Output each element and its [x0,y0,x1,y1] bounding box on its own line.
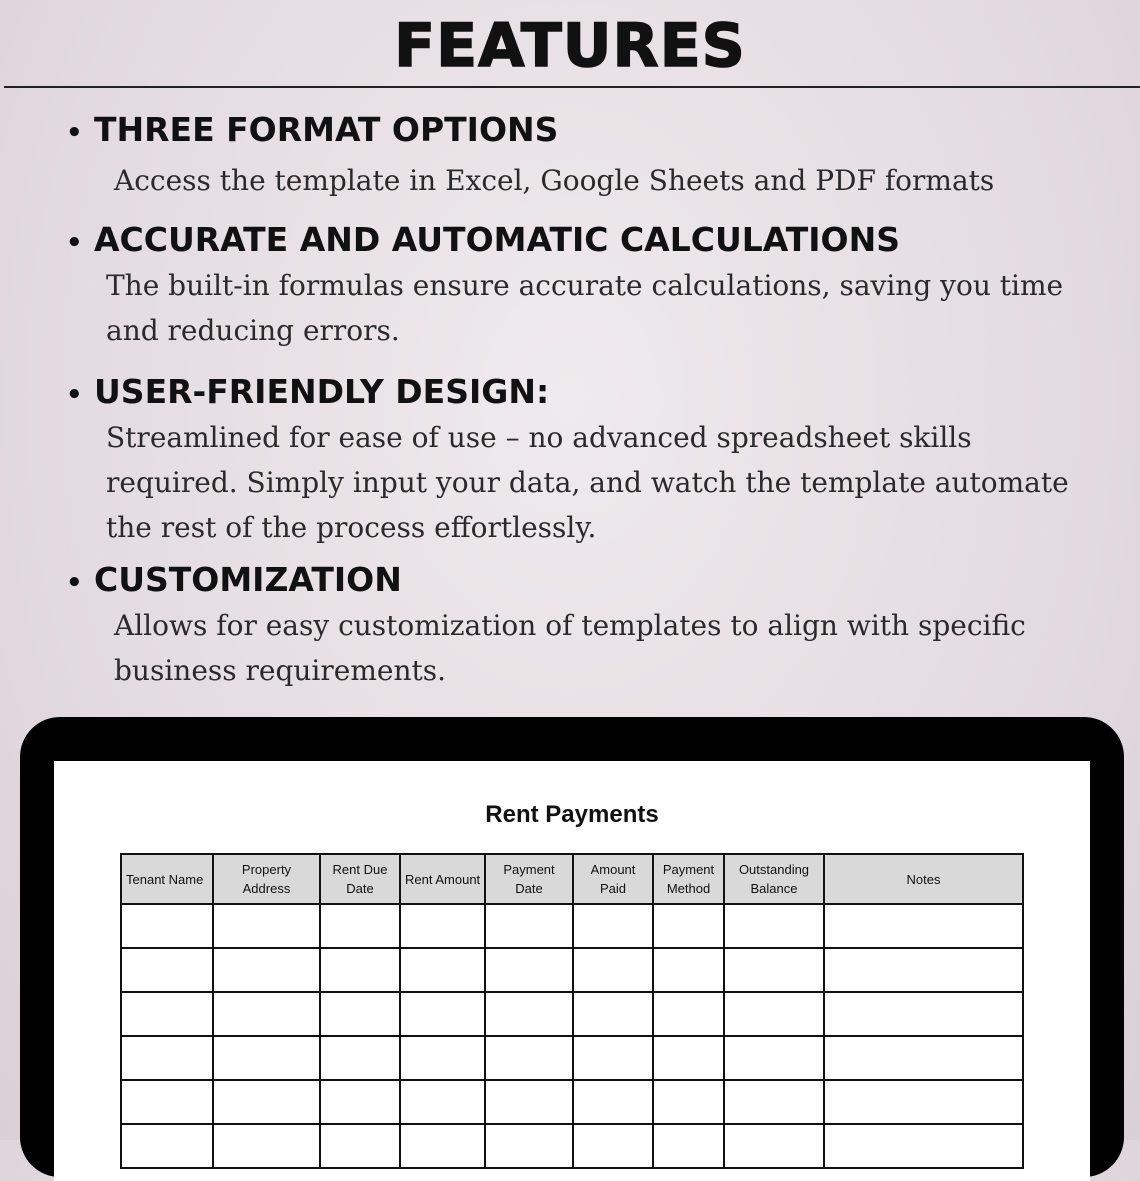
bullet-icon: • [66,228,83,258]
table-cell[interactable] [400,1124,485,1168]
table-cell[interactable] [485,1124,573,1168]
sheet-title: Rent Payments [485,801,659,828]
description-line: Access the template in Excel, Google Sheets and PDF formats [114,164,995,197]
table-cell[interactable] [824,1036,1023,1080]
table-cell[interactable] [485,948,573,992]
feature-heading: USER-FRIENDLY DESIGN: [94,372,550,411]
description-line: the rest of the process effortlessly. [106,511,597,544]
feature-heading: CUSTOMIZATION [94,560,402,599]
feature-heading: ACCURATE AND AUTOMATIC CALCULATIONS [94,220,900,259]
column-header [824,854,1023,904]
table-row [121,1036,1023,1080]
table-cell[interactable] [400,948,485,992]
bullet-icon: • [66,118,83,148]
feature-heading: THREE FORMAT OPTIONS [94,110,559,149]
table-cell[interactable] [573,948,653,992]
table-cell[interactable] [653,948,724,992]
bullet-icon: • [66,380,83,410]
table-cell[interactable] [400,904,485,948]
table-cell[interactable] [824,1080,1023,1124]
page-title: FEATURES [394,11,746,81]
table-row [121,904,1023,948]
table-cell[interactable] [213,992,320,1036]
column-header-label: Outstanding [738,862,810,877]
column-header-label: Paid [599,881,627,896]
column-header-label: Date [515,881,543,896]
table-cell[interactable] [824,992,1023,1036]
table-cell[interactable] [320,1080,400,1124]
column-header [724,854,824,904]
table-cell[interactable] [824,904,1023,948]
column-header-label: Property [241,862,292,877]
bullet-icon: • [66,568,83,598]
column-header-label: Amount [590,862,636,877]
table-cell[interactable] [573,992,653,1036]
table-cell[interactable] [320,948,400,992]
column-header [213,854,320,904]
table-cell[interactable] [121,1080,213,1124]
description-line: business requirements. [114,654,447,687]
table-cell[interactable] [485,904,573,948]
column-header [121,854,213,904]
tablet-screen [54,761,1090,1181]
table-cell[interactable] [485,1080,573,1124]
feature-description [106,415,1069,550]
table-cell[interactable] [724,992,824,1036]
column-header-label: Payment [662,862,715,877]
table-cell[interactable] [653,904,724,948]
table-cell[interactable] [824,948,1023,992]
table-cell[interactable] [573,1080,653,1124]
feature-description [114,158,994,203]
table-cell[interactable] [213,1124,320,1168]
description-line: Allows for easy customization of templates to align with specific [114,609,1026,642]
table-cell[interactable] [653,1036,724,1080]
table-cell[interactable] [724,1124,824,1168]
column-header-label: Balance [750,881,798,896]
table-cell[interactable] [213,948,320,992]
table-cell[interactable] [653,992,724,1036]
table-row [121,1080,1023,1124]
description-line: and reducing errors. [106,314,400,347]
table-cell[interactable] [320,992,400,1036]
table-cell[interactable] [121,1124,213,1168]
table-row [121,992,1023,1036]
description-line: The built-in formulas ensure accurate calculations, saving you time [106,269,1064,302]
table-row [121,948,1023,992]
table-cell[interactable] [213,1036,320,1080]
column-header-label: Address [242,881,291,896]
table-cell[interactable] [320,1036,400,1080]
column-header [320,854,400,904]
column-header-label: Notes [906,871,941,887]
table-cell[interactable] [824,1124,1023,1168]
table-header-row [121,854,1023,904]
table-cell[interactable] [400,1036,485,1080]
column-header [400,854,485,904]
table-cell[interactable] [485,992,573,1036]
column-header [653,854,724,904]
table-cell[interactable] [320,1124,400,1168]
description-line: required. Simply input your data, and watch the template automate [106,466,1069,499]
column-header-label: Date [346,881,374,896]
table-cell[interactable] [213,904,320,948]
column-header-label: Rent Amount [405,871,481,887]
column-header [485,854,573,904]
tablet-frame [20,717,1124,1177]
table-cell[interactable] [213,1080,320,1124]
table-row [121,1124,1023,1168]
column-header-label: Method [666,881,711,896]
table-cell[interactable] [400,992,485,1036]
table-cell[interactable] [653,1124,724,1168]
column-header-label: Rent Due [332,862,388,877]
feature-description [114,603,1026,693]
table-cell[interactable] [400,1080,485,1124]
feature-description [106,263,1063,353]
table-cell[interactable] [121,904,213,948]
rent-payments-table [120,853,1024,1169]
table-cell[interactable] [724,948,824,992]
table-cell[interactable] [573,904,653,948]
description-line: Streamlined for ease of use – no advanced spreadsheet skills [106,421,972,454]
table-cell[interactable] [724,1080,824,1124]
column-header-label: Tenant Name [126,871,204,887]
table-cell[interactable] [724,904,824,948]
table-cell[interactable] [121,948,213,992]
table-cell[interactable] [121,992,213,1036]
table-cell[interactable] [653,1080,724,1124]
table-cell[interactable] [724,1036,824,1080]
column-header [573,854,653,904]
table-cell[interactable] [573,1036,653,1080]
table-cell[interactable] [121,1036,213,1080]
table-cell[interactable] [573,1124,653,1168]
table-cell[interactable] [485,1036,573,1080]
column-header-label: Payment [503,862,555,877]
table-cell[interactable] [320,904,400,948]
title-divider [4,86,1140,88]
